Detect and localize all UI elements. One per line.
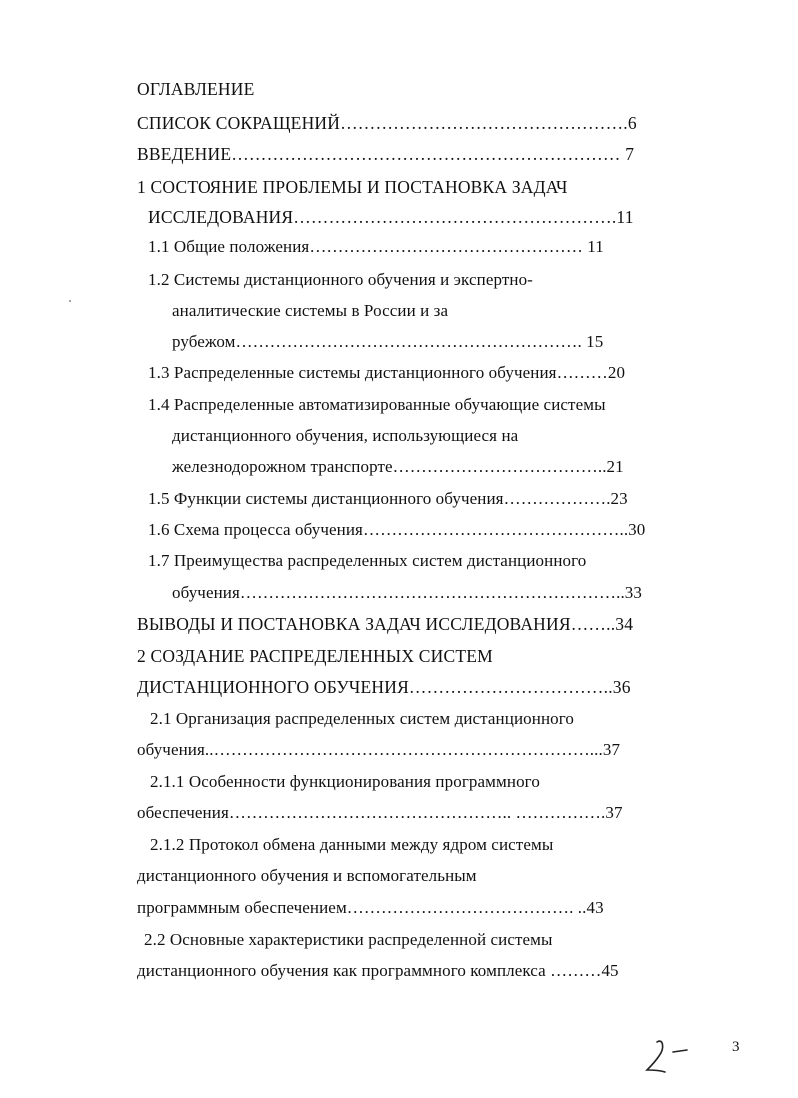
- toc-line: 1.3 Распределенные системы дистанционного обучения………20: [148, 363, 626, 382]
- toc-line: дистанционного обучения как программного комплекса ………45: [137, 961, 619, 980]
- toc-line: 2.1.2 Протокол обмена данными между ядром системы: [150, 835, 554, 854]
- toc-line: обеспечения………………………………………….. …………….37: [137, 803, 623, 822]
- toc-heading: ОГЛАВЛЕНИЕ: [137, 79, 255, 99]
- toc-line: 1.4 Распределенные автоматизированные обучающие системы: [148, 395, 606, 414]
- toc-line: 1 СОСТОЯНИЕ ПРОБЛЕМЫ И ПОСТАНОВКА ЗАДАЧ: [137, 177, 568, 197]
- toc-line: 2.2 Основные характеристики распределенной системы: [144, 930, 553, 949]
- toc-line: дистанционного обучения и вспомогательным: [137, 866, 477, 885]
- toc-line: 2.1 Организация распределенных систем дистанционного: [150, 709, 574, 728]
- toc-line: ВЫВОДЫ И ПОСТАНОВКА ЗАДАЧ ИССЛЕДОВАНИЯ……..34: [137, 614, 634, 634]
- toc-line: 1.7 Преимущества распределенных систем дистанционного: [148, 551, 587, 570]
- toc-line: 1.6 Схема процесса обучения………………………………………..30: [148, 520, 646, 539]
- toc-line: ВВЕДЕНИЕ………………………………………………………… 7: [137, 144, 635, 164]
- scan-speck: [69, 300, 71, 302]
- toc-line: 1.5 Функции системы дистанционного обучения……………….23: [148, 489, 628, 508]
- toc-line: обучения..…………………………………………………………...37: [137, 740, 621, 759]
- toc-line: обучения…………………………………………………………..33: [172, 583, 643, 602]
- toc-line: 1.2 Системы дистанционного обучения и экспертно-: [148, 270, 533, 289]
- toc-line: ИССЛЕДОВАНИЯ……………………………………………….11: [148, 207, 634, 227]
- page-number: 3: [732, 1039, 740, 1055]
- toc-line: СПИСОК СОКРАЩЕНИЙ………………………………………….6: [137, 113, 637, 133]
- toc-line: 1.1 Общие положения………………………………………… 11: [148, 237, 604, 256]
- toc-line: программным обеспечением…………………………………. ..43: [137, 898, 604, 917]
- toc-line: 2.1.1 Особенности функционирования программного: [150, 772, 540, 791]
- toc-line: 2 СОЗДАНИЕ РАСПРЕДЕЛЕННЫХ СИСТЕМ: [137, 646, 493, 666]
- toc-line: аналитические системы в России и за: [172, 301, 449, 320]
- toc-line: дистанционного обучения, использующиеся на: [172, 426, 519, 445]
- toc-line: железнодорожном транспорте………………………………..21: [172, 457, 624, 476]
- toc-line: ДИСТАНЦИОННОГО ОБУЧЕНИЯ……………………………..36: [137, 677, 631, 697]
- handwritten-mark: [643, 1036, 693, 1076]
- toc-line: рубежом……………………………………………………. 15: [172, 332, 604, 351]
